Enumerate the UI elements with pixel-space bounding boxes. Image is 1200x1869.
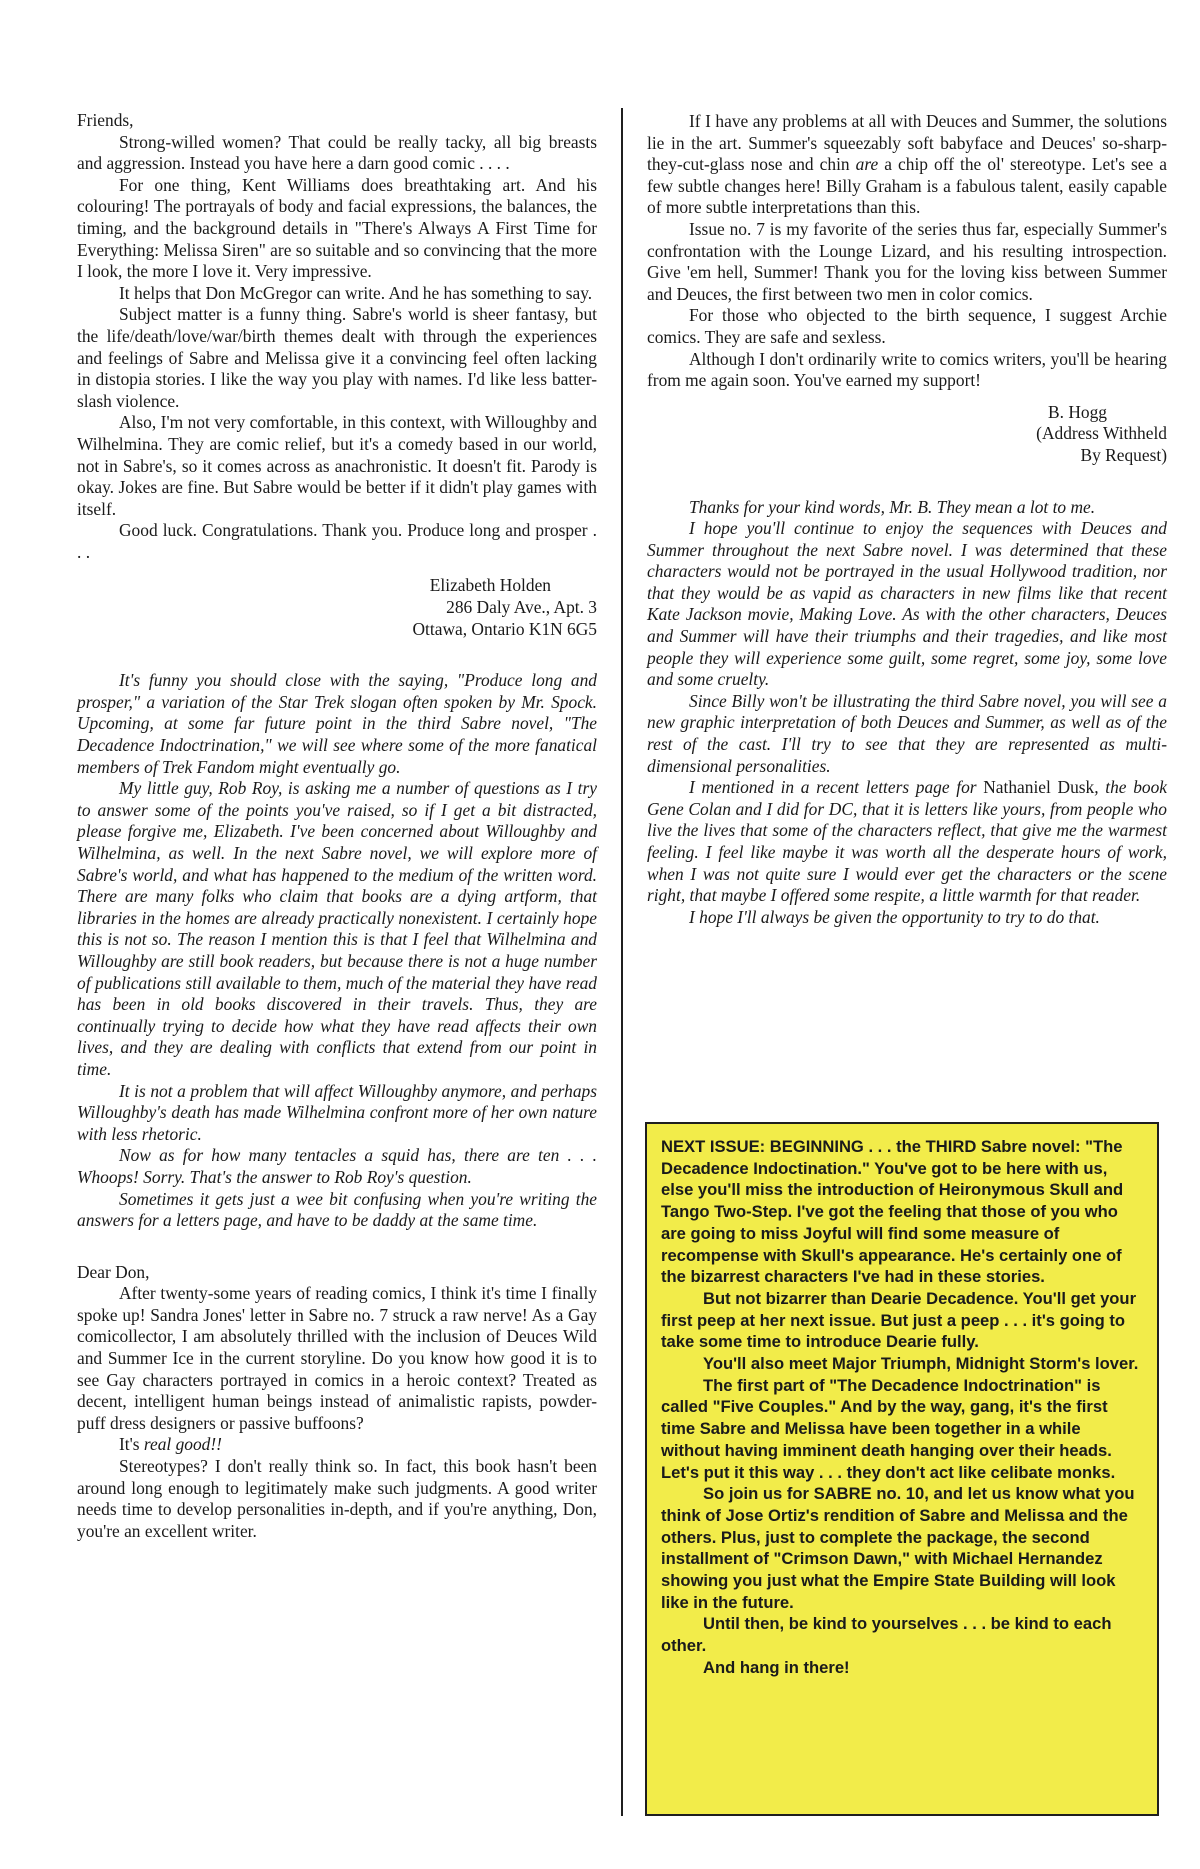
next-issue-paragraph: The first part of "The Decadence Indoctrination" is called "Five Couples." And by the way, gang, it's the first time Sabre and Melissa have been together in a while without having imminent death hanging over their heads. Let's put it this way . . . they don't act like celibate monks.: [661, 1375, 1116, 1482]
editor-reply-1: [77, 670, 597, 1231]
letter1-paragraph: For one thing, Kent Williams does breathtaking art. And his colouring! The portrayals of body and facial expressions, the balances, the timing, and the background details in "There's Always A First Time for Everything: Melissa Siren" are so suitable and so convincing that the more I look, the more I love it. Very impressive.: [77, 174, 597, 282]
reply-paragraph: My little guy, Rob Roy, is asking me a number of questions as I try to answer some of the points you've raised, so if I get a bit distracted, please forgive me, Elizabeth. I've been concerned about Willoughby and Wilhelmina, as well. In the next Sabre novel, we will explore more of Sabre's world, and what has happened to the medium of the written word. There are many folks who claim that books are a dying artform, that libraries in the homes are already practically nonexistent. I certainly hope this is not so. The reason I mention this is that I feel that Wilhelmina and Willoughby are still book readers, but because there is not a huge number of publications still available to them, much of the material they have read has been in old books discovered in their travels. Thus, they are continually trying to decide how what they have read affects their own lives, and they are dealing with conflicts that extend from our point in time.: [77, 778, 597, 1079]
next-issue-paragraph: Until then, be kind to yourselves . . . be kind to each other.: [661, 1614, 1112, 1656]
next-issue-paragraph: NEXT ISSUE: BEGINNING . . . the THIRD Sabre novel: "The Decadence Indoctination." You've got to be here with us, else you'll miss the introduction of Heironymous Skull and Tango Two-Step. I've got the feeling that those of you who are going to miss Joyful will find some measure of recompense with Skull's appearance. He's certainly one of the bizarrest characters I've had in these stories.: [661, 1137, 1124, 1287]
letter2-emphasis: are: [855, 154, 879, 175]
next-issue-paragraph: So join us for SABRE no. 10, and let us know what you think of Jose Ortiz's rendition of Sabre and Melissa and the others. Plus, just to complete the package, the second installment of "Crimson Dawn," with Michael Hernandez showing you just what the Empire State Building will look like in the future.: [661, 1484, 1135, 1612]
letter2-paragraph: Stereotypes? I don't really think so. In fact, this book hasn't been around long enough to legitimately make such judgments. A good writer needs time to develop personalities in-depth, and if you're anything, Don, you're an excellent writer.: [77, 1456, 597, 1541]
letter1-salutation: Friends,: [77, 110, 134, 130]
letter1-paragraph: Subject matter is a funny thing. Sabre's world is sheer fantasy, but the life/death/love/war/birth themes dealt with through the experiences and feelings of Sabre and Melissa give it a convincing feel often lacking in distopia stories. I like the way you play with names. I'd like less batter-slash violence.: [77, 304, 597, 411]
reply-paragraph: I hope I'll always be given the opportunity to try to do that.: [689, 906, 1100, 927]
letter2-paragraph: [77, 1434, 597, 1456]
reply-paragraph: It is not a problem that will affect Willoughby anymore, and perhaps Willoughby's death has made Wilhelmina confront more of her own nature with less rhetoric.: [77, 1080, 597, 1144]
reply-paragraph: Thanks for your kind words, Mr. B. They mean a lot to me.: [689, 496, 1096, 517]
letter2-salutation: Dear Don,: [77, 1261, 150, 1282]
reply-book-title: Nathaniel Dusk: [983, 777, 1095, 798]
next-issue-paragraph: And hang in there!: [703, 1657, 850, 1677]
letter2-signature-line: (Address Withheld: [1036, 423, 1167, 444]
letter2-signature-name: B. Hogg: [1048, 401, 1107, 422]
letter1-signature-address: 286 Daly Ave., Apt. 3: [446, 597, 597, 618]
letter2-signature-line: By Request): [1080, 444, 1167, 465]
letter2-emphasis: real good!!: [143, 1434, 222, 1455]
letter2-text: a chip off the ol' stereotype. Let's see a few subtle changes here! Billy Graham is a fabulous talent, easily capable of more subtle interpretations than this.: [647, 154, 1167, 218]
letter1-paragraph: Good luck. Congratulations. Thank you. Produce long and prosper . . .: [77, 520, 597, 562]
reply-paragraph: Now as for how many tentacles a squid has, there are ten . . . Whoops! Sorry. That's the answer to Rob Roy's question.: [77, 1145, 597, 1187]
next-issue-paragraph: But not bizarrer than Dearie Decadence. You'll get your first peep at her next issue. But just a peep . . . it's going to take some time to introduce Dearie fully.: [661, 1288, 1137, 1352]
next-issue-paragraph: You'll also meet Major Triumph, Midnight Storm's lover.: [703, 1354, 1139, 1374]
next-issue-box: [645, 1122, 1159, 1816]
letter2-paragraph: After twenty-some years of reading comics, I think it's time I finally spoke up! Sandra Jones' letter in Sabre no. 7 struck a raw nerve! As a Gay comicollector, I am absolutely thrilled with the inclusion of Deuces Wild and Summer Ice in the current storyline. Do you know how good it is to see Gay characters portrayed in comics in a heroic context? Treated as decent, intelligent human beings instead of animalistic rapists, powder-puff dress designers or passive buffoons?: [77, 1283, 597, 1433]
letter2-paragraph: Issue no. 7 is my favorite of the series thus far, especially Summer's confrontation with the Lounge Lizard, and his resulting introspection. Give 'em hell, Summer! Thank you for the loving kiss between Summer and Deuces, the first between two men in color comics.: [647, 218, 1167, 304]
reply-paragraph: I hope you'll continue to enjoy the sequences with Deuces and Summer throughout the next Sabre novel. I was determined that these characters would not be portrayed in the usual Hollywood tradition, nor that they would be as vapid as characters in new films like that recent Kate Jackson movie, Making Love. As with the other characters, Deuces and Summer will have their triumphs and their tragedies, and like most people they will experience some guilt, some regret, some joy, some love and some cruelty.: [647, 518, 1167, 690]
column-divider: [621, 108, 623, 1816]
letter2-text: It's: [119, 1434, 144, 1455]
reply-text: , the book Gene Colan and I did for DC, that it is letters like yours, from people who live the lives that some of the characters reflect, that give me the warmest feeling. I feel like maybe it was worth all the desperate hours of work, when I was not quite sure I would ever get the characters or the scene right, that maybe I offered some respite, a little warmth for that reader.: [647, 777, 1168, 906]
reply-paragraph: Sometimes it gets just a wee bit confusing when you're writing the answers for a letters page, and have to be daddy at the same time.: [77, 1188, 597, 1231]
letter2-paragraph: For those who objected to the birth sequence, I suggest Archie comics. They are safe and sexless.: [647, 305, 1167, 347]
letter2-paragraph: Although I don't ordinarily write to comics writers, you'll be hearing from me again soon. You've earned my support!: [647, 348, 1167, 391]
reply-paragraph: It's funny you should close with the saying, "Produce long and prosper," a variation of the Star Trek slogan often spoken by Mr. Spock. Upcoming, at some far future point in the third Sabre novel, "The Decadence Indoctrination," we will see where some of the more fanatical members of Trek Fandom might eventually go.: [77, 670, 597, 777]
letter2-paragraph: [647, 111, 1167, 219]
reply-paragraph: Since Billy won't be illustrating the third Sabre novel, you will see a new graphic interpretation of both Deuces and Summer, as well as of the rest of the cast. I'll try to see that they are represented as multi-dimensional personalities.: [647, 690, 1167, 776]
letter2-text: If I have any problems at all with Deuces and Summer, the solutions lie in the art. Summer's squeezably soft babyface and Deuces' so-sharp-they-cut-glass nose and chin: [647, 111, 1167, 175]
letter1-paragraph: Also, I'm not very comfortable, in this context, with Willoughby and Wilhelmina. They are comic relief, but it's a comedy based in our world, not in Sabre's, so it comes across as anachronistic. It doesn't fit. Parody is okay. Jokes are fine. But Sabre would be better if it didn't play games with itself.: [77, 412, 597, 519]
letter1-paragraph: It helps that Don McGregor can write. And he has something to say.: [119, 282, 593, 303]
reply-text: I mentioned in a recent letters page for: [689, 777, 984, 798]
letter1-signature-name: Elizabeth Holden: [429, 575, 551, 596]
editor-reply-2: [647, 497, 1167, 929]
right-column: [647, 111, 1167, 928]
letter1-signature-city: Ottawa, Ontario K1N 6G5: [412, 618, 597, 639]
left-column: [77, 110, 597, 1542]
letter1-paragraph: Strong-willed women? That could be really tacky, all big breasts and aggression. Instead you have here a darn good comic . . . .: [77, 131, 597, 174]
reply-paragraph: [647, 777, 1167, 907]
